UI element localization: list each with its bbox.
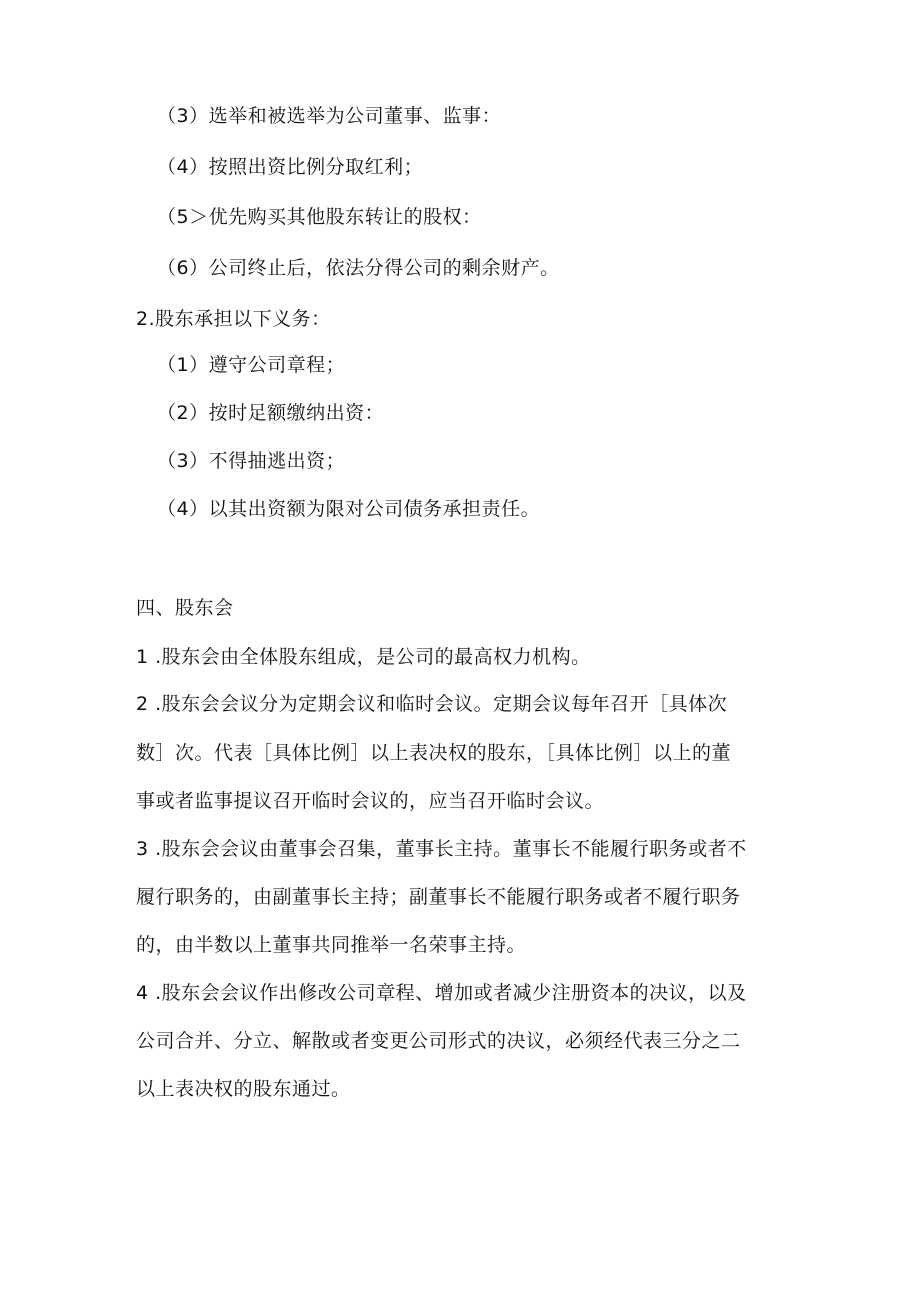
clause-3-line-3: 的，由半数以上董事共同推举一名荣事主持。 (136, 934, 527, 956)
clause-2-line-2: 数］次。代表［具体比例］以上表决权的股东，［具体比例］以上的董 (136, 742, 732, 764)
duties-item-4: （4）以其出资额为限对公司债务承担责任。 (157, 498, 541, 520)
clause-1-line-1: 1 .股东会由全体股东组成，是公司的最高权力机构。 (136, 646, 591, 668)
duties-heading: 2.股东承担以下义务： (136, 308, 331, 330)
duties-item-2: （2）按时足额缴纳出资： (157, 402, 385, 424)
rights-item-3: （3）选举和被选举为公司董事、监事： (157, 105, 502, 127)
clause-3-line-2: 履行职务的，由副董事长主持；副董事长不能履行职务或者不履行职务 (136, 886, 741, 908)
clause-4-line-3: 以上表决权的股东通过。 (136, 1078, 351, 1100)
clause-2-line-1: 2 .股东会会议分为定期会议和临时会议。定期会议每年召开［具体次 (136, 693, 728, 715)
clause-4-line-1: 4 .股东会会议作出修改公司章程、增加或者减少注册资本的决议，以及 (136, 982, 747, 1004)
rights-item-4: （4）按照出资比例分取红利； (157, 156, 424, 178)
duties-item-1: （1）遵守公司章程； (157, 354, 346, 376)
clause-3-line-1: 3 .股东会会议由董事会召集，董事长主持。董事长不能履行职务或者不 (136, 838, 747, 860)
duties-item-3: （3）不得抽逃出资； (157, 450, 346, 472)
rights-item-5: （5＞优先购买其他股东转让的股权： (157, 206, 482, 228)
rights-item-6: （6）公司终止后，依法分得公司的剩余财产。 (157, 257, 560, 279)
clause-4-line-2: 公司合并、分立、解散或者变更公司形式的决议，必须经代表三分之二 (136, 1030, 741, 1052)
section-title: 四、股东会 (136, 597, 234, 619)
clause-2-line-3: 事或者监事提议召开临时会议的，应当召开临时会议。 (136, 790, 605, 812)
